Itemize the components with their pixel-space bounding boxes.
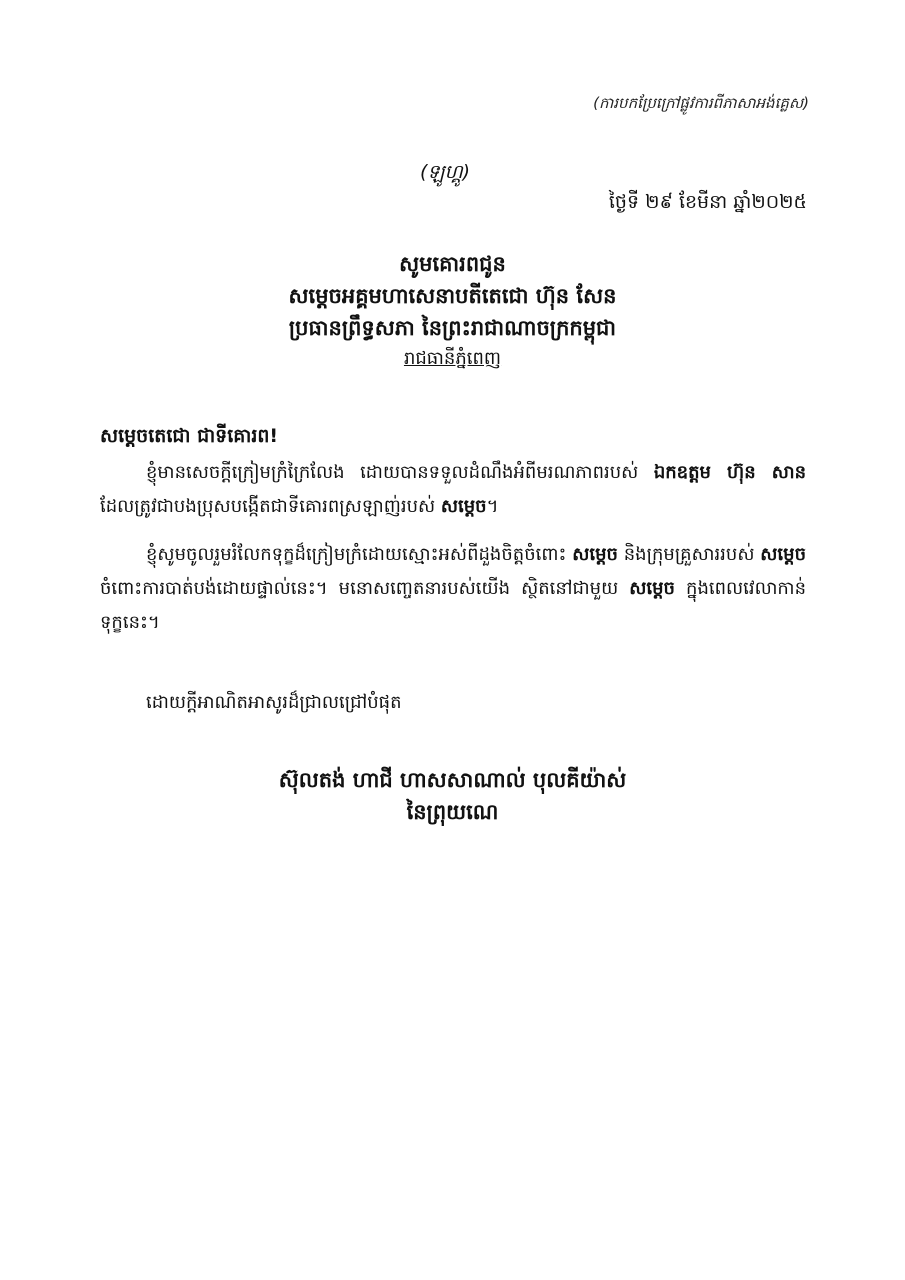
- paragraph-text: និងក្រុមគ្រួសាររបស់: [617, 544, 761, 565]
- recipient-block: [0, 248, 905, 374]
- paragraph-text: ចំពោះការបាត់បង់ដោយផ្ទាល់នេះ។ មនោសញ្ចេតនារបស់យើង ស្ថិតនៅជាមួយ: [100, 578, 630, 599]
- honorific: សម្តេច: [572, 544, 618, 565]
- translation-note: (ការបកប្រែក្រៅផ្លូវការពីភាសាអង់គ្លេស): [593, 94, 809, 112]
- recipient-city: រាជធានីភ្នំពេញ: [403, 348, 502, 369]
- paragraph-text: ខ្ញុំមានសេចក្តីក្រៀមក្រំក្រៃលែង ដោយបានទទួលដំណឹងអំពីមរណភាពរបស់: [146, 462, 654, 483]
- signature-block: [0, 764, 905, 828]
- deceased-name: ឯកឧត្តម ហ៊ុន សាន: [653, 462, 806, 483]
- paragraph-text: ។: [486, 496, 499, 517]
- letter-date: ថ្ងៃទី ២៩ ខែមីនា ឆ្នាំ២០២៥: [608, 191, 807, 213]
- paragraph-condolence-1: [100, 456, 806, 524]
- salutation: សម្តេចតេជោ ជាទីគោរព!: [100, 425, 279, 447]
- paragraph-condolence-2: [100, 538, 806, 640]
- paragraph-text: ខ្ញុំសូមចូលរួមរំលែកទុក្ខដ៏ក្រៀមក្រំដោយស្មោះអស់ពីដួងចិត្តចំពោះ: [146, 544, 573, 565]
- signatory-name: ស៊ុលតង់ ហាជី ហាសសាណាល់ បុលគីយ៉ាស់: [278, 768, 627, 792]
- signatory-country: នៃព្រុយណេ: [406, 800, 499, 824]
- closing-phrase: ដោយក្តីអាណិតអាសូរដ៏ជ្រាលជ្រៅបំផុត: [146, 692, 402, 713]
- honorific: សម្តេច: [760, 544, 806, 565]
- paragraph-text: ក្នុងពេលវេលាកាន់ទុក្ខនេះ។: [100, 578, 806, 633]
- logo-placeholder: (ឡូហ្គូ): [420, 161, 471, 183]
- paragraph-text: ដែលត្រូវជាបងប្រុសបង្កើតជាទីគោរពស្រឡាញ់របស់: [100, 496, 441, 517]
- recipient-greeting: សូមគោរពជូន: [399, 252, 506, 276]
- recipient-name: សម្តេចអគ្គមហាសេនាបតីតេជោ ហ៊ុន សែន: [288, 284, 617, 308]
- honorific: សម្តេច: [440, 496, 487, 517]
- recipient-title: ប្រធានព្រឹទ្ធសភា នៃព្រះរាជាណាចក្រកម្ពុជា: [288, 316, 617, 340]
- honorific: សម្តេច: [629, 578, 675, 599]
